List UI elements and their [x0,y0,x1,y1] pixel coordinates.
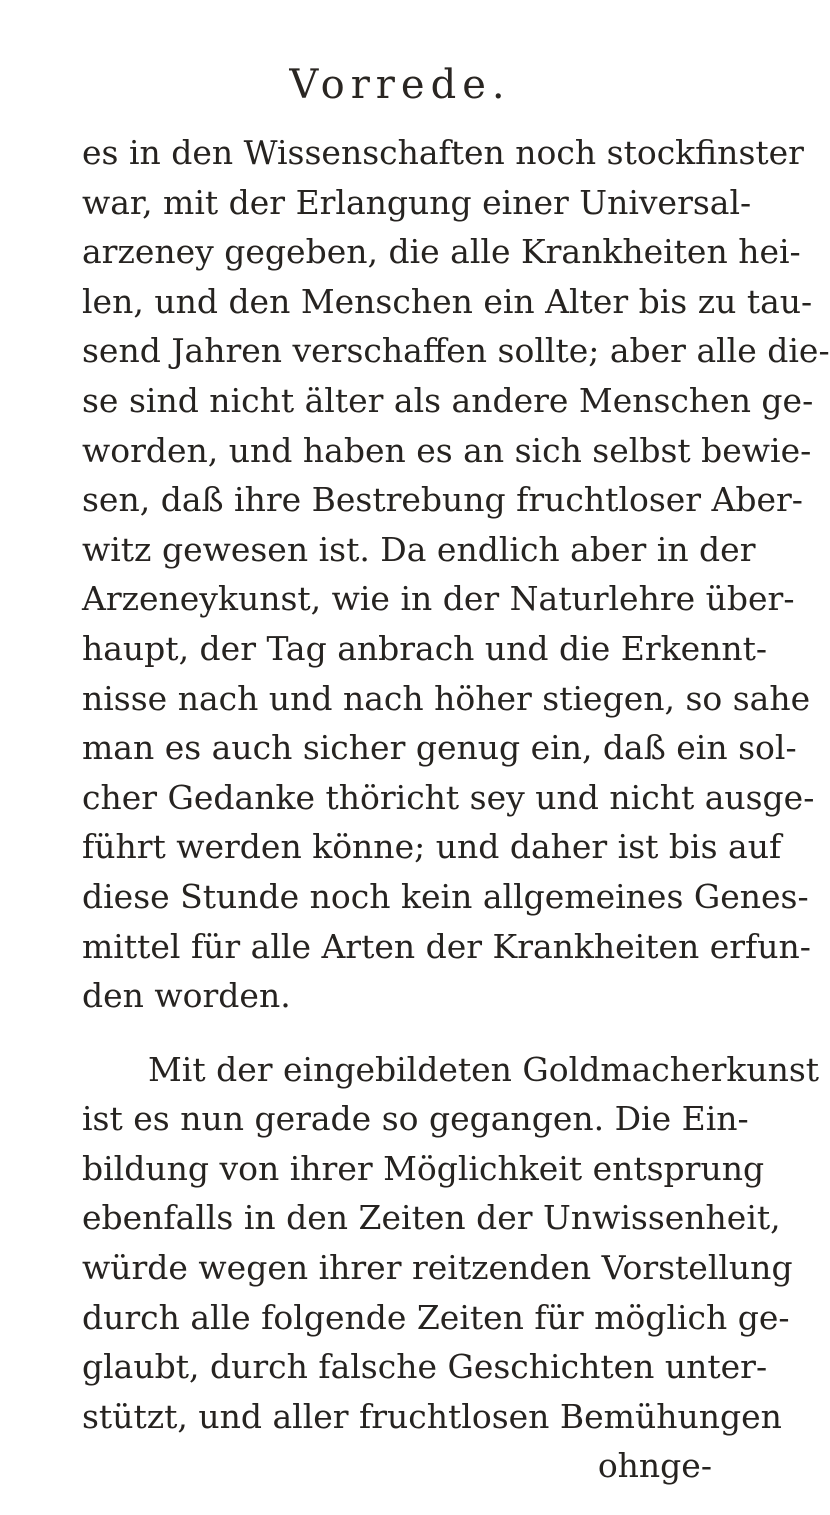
text-line: bildung von ihrer Möglichkeit entsprung [82,1148,765,1188]
text-line: ist es nun gerade so gegangen. Die Ein- [82,1099,749,1139]
text-line: würde wegen ihrer reitzenden Vorstellung [82,1248,793,1288]
text-line: war, mit der Erlangung einer Universal- [82,182,752,222]
running-head: Vorrede. [289,62,511,108]
text-line: den worden. [82,976,291,1016]
text-line: send Jahren verschaffen sollte; aber alle die- [82,331,830,371]
text-line: worden, und haben es an sich selbst bewie- [82,430,812,470]
paragraph-2 [82,1045,820,1442]
text-line: stützt, und aller fruchtlosen Bemühungen [82,1396,782,1436]
text-line: es in den Wissenschaften noch stockfinster [82,133,804,172]
text-line: nisse nach und nach höher stiegen, so sahe [82,678,811,718]
text-line: man es auch sicher genug ein, daß ein sol- [82,728,797,768]
text-line: se sind nicht älter als andere Menschen ge- [82,380,814,420]
catchword: ohnge- [597,1446,712,1486]
text-line: len, und den Menschen ein Alter bis zu tau- [82,281,813,321]
text-line: Mit der eingebildeten Goldmacherkunst [148,1049,820,1089]
text-line: cher Gedanke thöricht sey und nicht ausge- [82,777,815,817]
text-line: mittel für alle Arten der Krankheiten erfun- [82,926,811,966]
paragraph-gap [82,1021,742,1045]
text-line: arzeney gegeben, die alle Krankheiten hei- [82,232,801,272]
text-line: glaubt, durch falsche Geschichten unter- [82,1347,768,1387]
text-line: haupt, der Tag anbrach und die Erkennt- [82,628,768,668]
text-line: diese Stunde noch kein allgemeines Genes- [82,876,809,916]
text-line: witz gewesen ist. Da endlich aber in der [82,529,756,569]
text-line: ebenfalls in den Zeiten der Unwissenheit, [82,1198,781,1238]
text-line: durch alle folgende Zeiten für möglich ge- [82,1297,790,1337]
text-line: sen, daß ihre Bestrebung fruchtloser Aber- [82,480,803,520]
text-line: Arzeneykunst, wie in der Naturlehre über- [82,579,795,619]
body-text [82,128,830,1491]
paragraph-1 [82,128,830,1021]
text-line: führt werden könne; und daher ist bis auf [82,827,782,867]
